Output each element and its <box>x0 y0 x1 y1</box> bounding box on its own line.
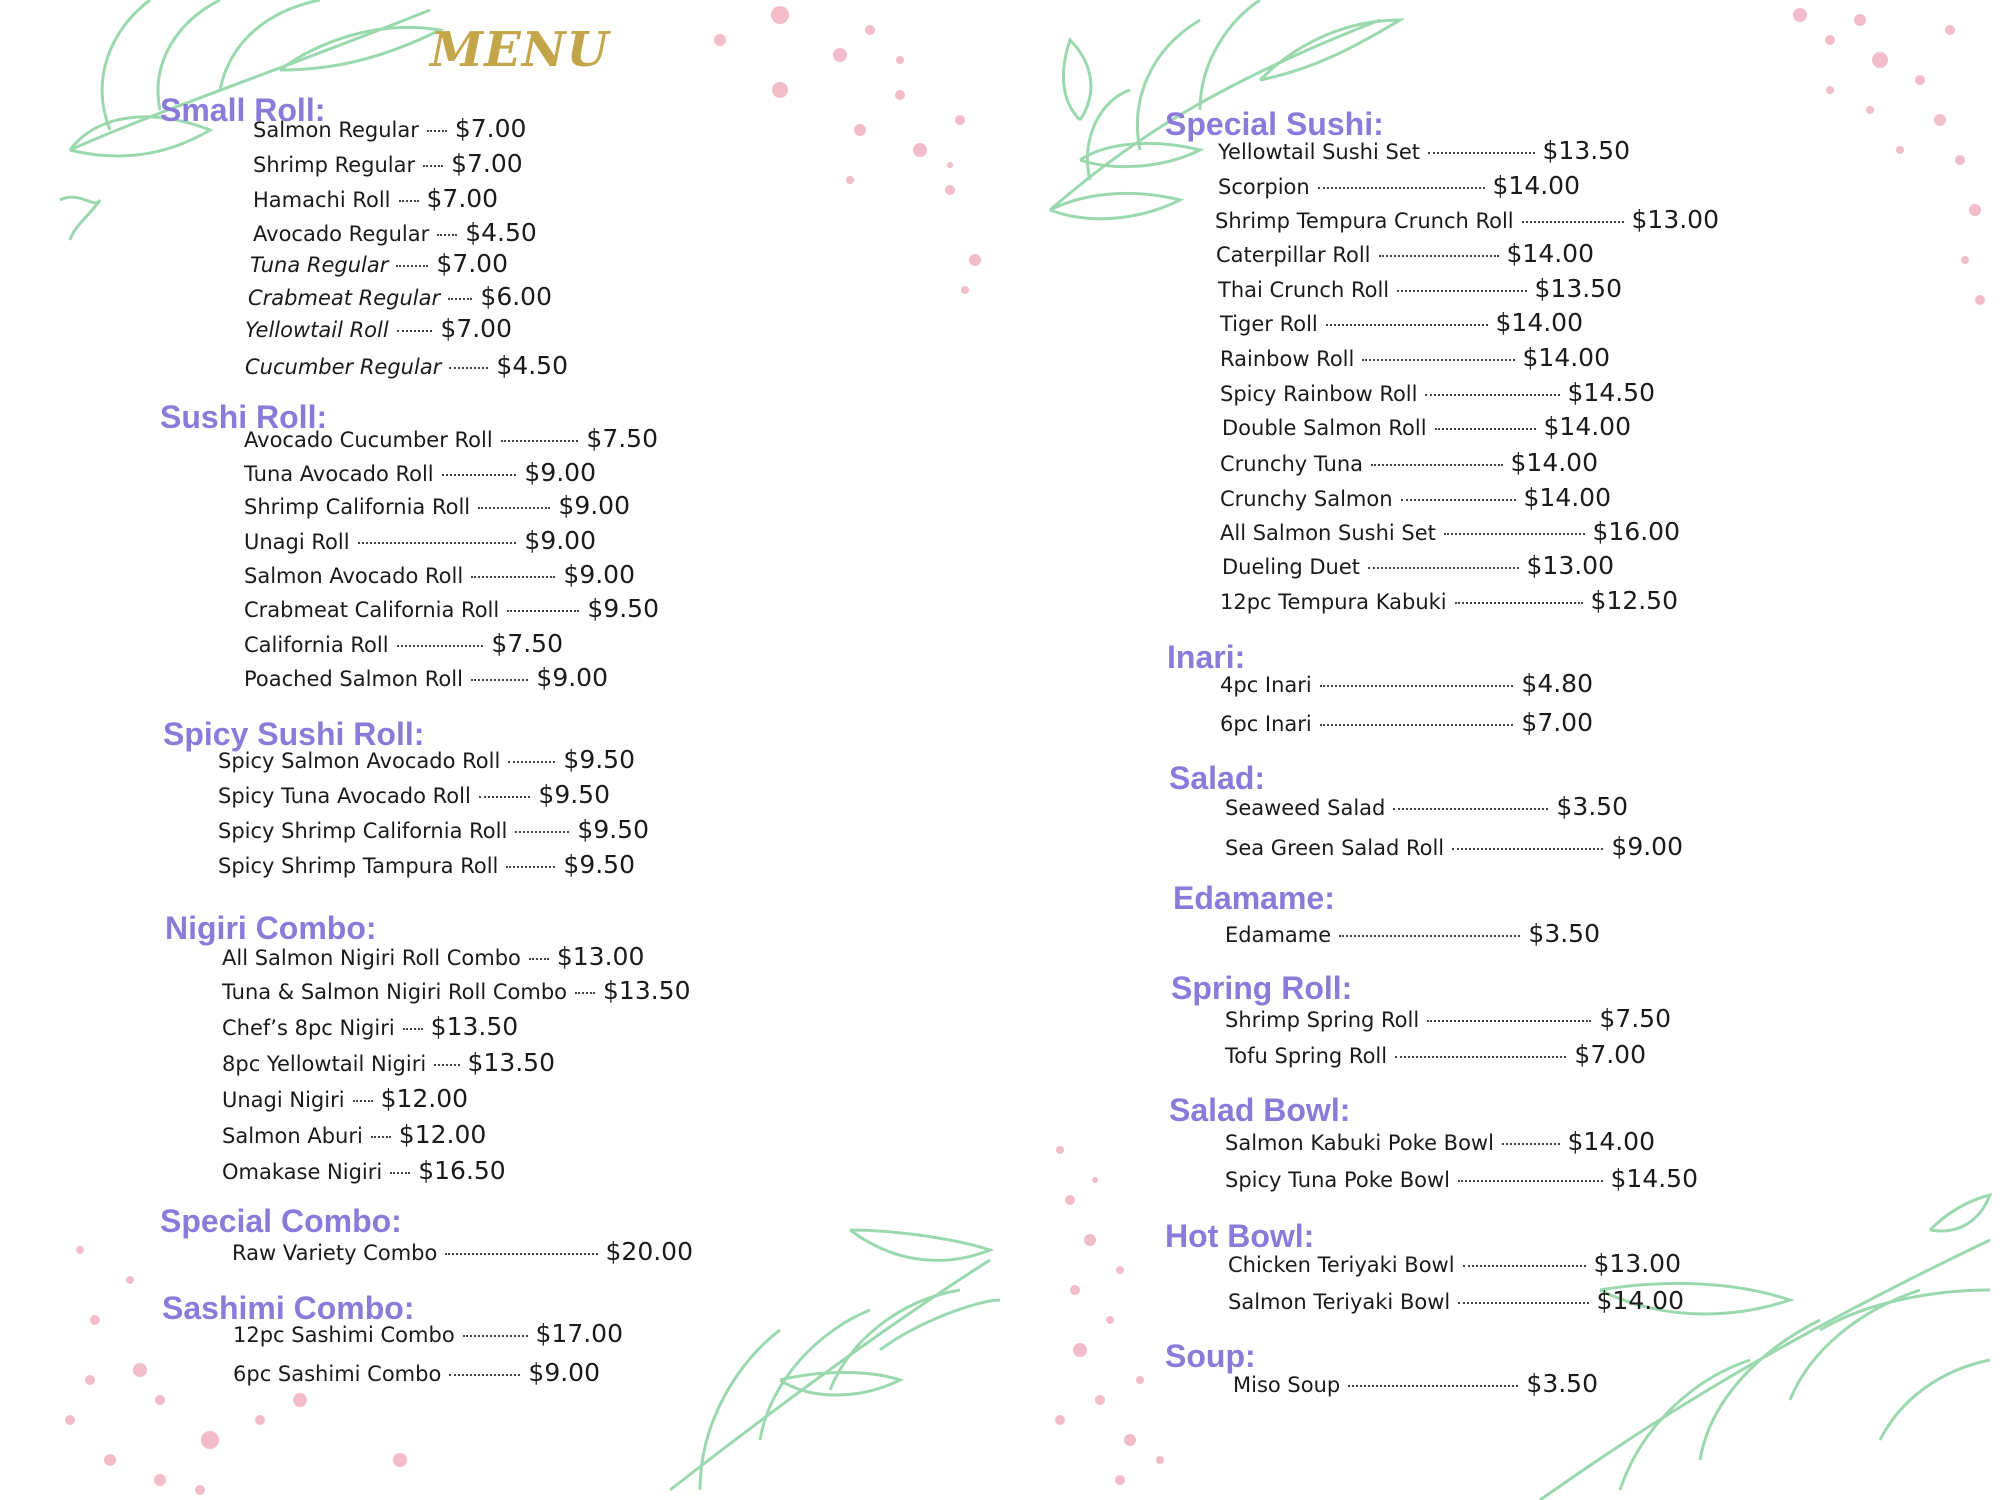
menu-item-price: $14.00 <box>1495 308 1583 337</box>
menu-item-price: $9.50 <box>563 850 635 879</box>
menu-item-price: $9.50 <box>577 815 649 844</box>
section-heading-spring-roll: Spring Roll: <box>1171 970 1353 1006</box>
menu-item-price: $9.00 <box>563 560 635 589</box>
dot-leader <box>507 610 579 612</box>
dot-leader <box>358 542 517 544</box>
menu-item-price: $13.50 <box>1542 136 1630 165</box>
menu-item-price: $17.00 <box>535 1319 623 1348</box>
menu-item-name: 8pc Yellowtail Nigiri <box>222 1052 427 1076</box>
dot-leader <box>1318 187 1485 189</box>
menu-item-price: $13.50 <box>603 976 691 1005</box>
menu-item-price: $4.50 <box>465 218 537 247</box>
menu-item-price: $3.50 <box>1526 1369 1598 1398</box>
section-heading-sushi-roll: Sushi Roll: <box>160 399 328 435</box>
menu-item-price: $14.00 <box>1510 448 1598 477</box>
menu-item-name: Yellowtail Sushi Set <box>1218 140 1420 164</box>
dot-leader <box>575 992 595 994</box>
section-heading-special-sushi: Special Sushi: <box>1165 106 1384 142</box>
menu-item <box>1220 517 1680 551</box>
menu-item <box>222 1048 555 1082</box>
menu-item-name: 6pc Sashimi Combo <box>233 1362 442 1386</box>
menu-item-price: $12.50 <box>1590 586 1678 615</box>
menu-item-price: $3.50 <box>1556 792 1628 821</box>
menu-item-name: Sea Green Salad Roll <box>1225 836 1445 860</box>
menu-item <box>1220 669 1593 703</box>
menu-item-name: Chef’s 8pc Nigiri <box>222 1016 395 1040</box>
menu-item <box>244 491 630 525</box>
dot-leader <box>442 474 517 476</box>
menu-item <box>1216 239 1594 273</box>
section-heading-nigiri-combo: Nigiri Combo: <box>165 910 377 946</box>
menu-item <box>253 114 527 148</box>
menu-item-price: $9.00 <box>558 491 630 520</box>
menu-item <box>1225 1004 1671 1038</box>
section-heading-spicy-sushi-roll: Spicy Sushi Roll: <box>163 716 425 752</box>
dot-leader <box>1320 685 1514 687</box>
menu-item-name: Crabmeat California Roll <box>244 598 500 622</box>
menu-item-price: $16.50 <box>418 1156 506 1185</box>
dot-leader <box>1455 602 1583 604</box>
dot-leader <box>529 958 549 960</box>
menu-item-price: $12.00 <box>380 1084 469 1113</box>
menu-item-name: Raw Variety Combo <box>232 1241 438 1265</box>
menu-item-name: Spicy Rainbow Roll <box>1220 382 1418 406</box>
menu-item-name: Salmon Teriyaki Bowl <box>1228 1290 1451 1314</box>
menu-item <box>244 560 635 594</box>
dot-leader <box>1425 394 1559 396</box>
menu-item <box>244 458 596 492</box>
dot-leader <box>1397 290 1526 292</box>
menu-item-name: Rainbow Roll <box>1220 347 1355 371</box>
menu-item-price: $7.00 <box>1574 1040 1646 1069</box>
menu-item <box>1218 171 1580 205</box>
dot-leader <box>471 576 555 578</box>
menu-item-price: $20.00 <box>605 1237 693 1266</box>
menu-item-name: Tuna Regular <box>250 253 389 277</box>
menu-item <box>222 1156 506 1190</box>
dot-leader <box>1320 724 1514 726</box>
menu-item-price: $9.50 <box>563 745 635 774</box>
menu-item-price: $7.00 <box>440 314 512 343</box>
section-heading-hot-bowl: Hot Bowl: <box>1165 1218 1315 1254</box>
menu-item <box>1225 832 1683 866</box>
menu-item-name: Crunchy Tuna <box>1220 452 1364 476</box>
menu-item-name: Hamachi Roll <box>253 188 391 212</box>
menu-item-name: Tuna & Salmon Nigiri Roll Combo <box>222 980 568 1004</box>
menu-item-name: Unagi Nigiri <box>222 1088 345 1112</box>
section-heading-soup: Soup: <box>1165 1338 1256 1374</box>
menu-item-name: Poached Salmon Roll <box>244 667 463 691</box>
menu-item-price: $7.00 <box>454 114 527 143</box>
menu-item-price: $7.00 <box>426 184 499 213</box>
dot-leader <box>1458 1180 1603 1182</box>
menu-item-name: Double Salmon Roll <box>1222 416 1427 440</box>
menu-item <box>1220 708 1593 742</box>
menu-item-price: $14.00 <box>1596 1286 1684 1315</box>
dot-leader <box>397 330 433 332</box>
dot-leader <box>1502 1143 1560 1145</box>
dot-leader <box>353 1100 373 1102</box>
menu-item-name: Chicken Teriyaki Bowl <box>1228 1253 1455 1277</box>
menu-item-price: $9.00 <box>528 1358 600 1387</box>
dot-leader <box>515 831 569 833</box>
menu-item <box>233 1358 600 1392</box>
menu-item <box>233 1319 623 1353</box>
menu-item-name: Miso Soup <box>1233 1373 1341 1397</box>
menu-item <box>1220 308 1583 342</box>
menu-item <box>1215 205 1719 239</box>
dot-leader <box>463 1335 528 1337</box>
dot-leader <box>501 440 579 442</box>
dot-leader <box>390 1172 410 1174</box>
dot-leader <box>479 796 531 798</box>
section-heading-edamame: Edamame: <box>1173 880 1335 916</box>
menu-item-name: California Roll <box>244 633 389 657</box>
menu-item-name: Salmon Regular <box>253 118 419 142</box>
menu-item-price: $13.50 <box>467 1048 555 1077</box>
menu-item <box>218 780 610 814</box>
dot-leader <box>1395 1056 1566 1058</box>
menu-item-name: Edamame <box>1225 923 1332 947</box>
menu-item-price: $9.00 <box>536 663 608 692</box>
menu-item-price: $13.00 <box>1526 551 1614 580</box>
menu-item-name: Tofu Spring Roll <box>1225 1044 1388 1068</box>
dot-leader <box>506 866 555 868</box>
dot-leader <box>1362 359 1514 361</box>
menu-item <box>222 1120 487 1154</box>
menu-item-price: $13.00 <box>1593 1249 1681 1278</box>
menu-item-name: Omakase Nigiri <box>222 1160 383 1184</box>
dot-leader <box>427 130 447 132</box>
menu-item-name: Seaweed Salad <box>1225 796 1386 820</box>
dot-leader <box>478 507 550 509</box>
menu-item-name: All Salmon Sushi Set <box>1220 521 1436 545</box>
menu-item-price: $4.80 <box>1521 669 1593 698</box>
menu-item-name: Avocado Cucumber Roll <box>244 428 493 452</box>
dot-leader <box>399 200 419 202</box>
dot-leader <box>1401 499 1516 501</box>
menu-item <box>244 594 659 628</box>
dot-leader <box>1452 848 1603 850</box>
menu-item <box>1233 1369 1598 1403</box>
dot-leader <box>1444 533 1585 535</box>
dot-leader <box>1339 935 1520 937</box>
menu-item <box>244 424 658 458</box>
section-heading-small-roll: Small Roll: <box>160 92 326 128</box>
menu-item-price: $13.00 <box>556 942 645 971</box>
dot-leader <box>1427 1020 1591 1022</box>
menu-item-name: Tuna Avocado Roll <box>244 462 434 486</box>
dot-leader <box>403 1028 423 1030</box>
menu-item <box>1220 378 1655 412</box>
menu-item <box>222 942 645 976</box>
menu-item-name: Shrimp Spring Roll <box>1225 1008 1420 1032</box>
dot-leader <box>371 1136 391 1138</box>
menu-item-price: $4.50 <box>496 351 568 380</box>
dot-leader <box>1458 1302 1588 1304</box>
menu-item-price: $7.00 <box>451 149 523 178</box>
menu-item-name: Tiger Roll <box>1220 312 1318 336</box>
menu-item <box>218 815 649 849</box>
dot-leader <box>508 761 555 763</box>
menu-item <box>253 184 499 218</box>
menu-item-name: All Salmon Nigiri Roll Combo <box>222 946 521 970</box>
menu-item <box>244 526 596 560</box>
menu-item-name: 12pc Sashimi Combo <box>233 1323 455 1347</box>
dot-leader <box>1368 567 1518 569</box>
section-heading-salad-bowl: Salad Bowl: <box>1169 1092 1351 1128</box>
menu-item-price: $13.50 <box>1534 274 1622 303</box>
dot-leader <box>1463 1265 1586 1267</box>
menu-item-price: $9.00 <box>524 526 596 555</box>
menu-item <box>245 351 568 385</box>
menu-item <box>1225 1127 1655 1161</box>
dot-leader <box>445 1253 597 1255</box>
dot-leader <box>1393 808 1548 810</box>
dot-leader <box>1326 324 1488 326</box>
menu-item <box>1225 919 1600 953</box>
menu-item-price: $14.00 <box>1567 1127 1655 1156</box>
menu-item <box>1218 274 1622 308</box>
menu-item-name: Spicy Tuna Poke Bowl <box>1225 1168 1450 1192</box>
menu-item-name: Crunchy Salmon <box>1220 487 1393 511</box>
menu-item-name: Spicy Shrimp California Roll <box>218 819 508 843</box>
menu-item-name: Cucumber Regular <box>245 355 442 379</box>
menu-item-price: $13.00 <box>1631 205 1719 234</box>
dot-leader <box>1379 255 1499 257</box>
menu-item-price: $3.50 <box>1528 919 1600 948</box>
menu-item <box>1220 448 1598 482</box>
menu-item-price: $9.50 <box>587 594 659 623</box>
dot-leader <box>1348 1385 1518 1387</box>
dot-leader <box>396 265 428 267</box>
menu-item-name: Caterpillar Roll <box>1216 243 1371 267</box>
menu-item-price: $14.00 <box>1543 412 1631 441</box>
dot-leader <box>448 298 472 300</box>
menu-item <box>250 249 508 283</box>
menu-item <box>218 745 635 779</box>
menu-item-name: Shrimp Tempura Crunch Roll <box>1215 209 1514 233</box>
menu-item <box>222 1012 518 1046</box>
section-heading-salad: Salad: <box>1169 760 1266 796</box>
dot-leader <box>471 679 529 681</box>
menu-item <box>232 1237 693 1271</box>
dot-leader <box>397 645 484 647</box>
menu-item-price: $16.00 <box>1592 517 1680 546</box>
menu-item <box>253 218 537 252</box>
menu-item <box>1220 343 1610 377</box>
menu-item-price: $9.00 <box>524 458 596 487</box>
menu-item <box>1220 483 1611 517</box>
menu-item <box>253 149 523 183</box>
menu-item-name: Avocado Regular <box>253 222 430 246</box>
menu-item <box>1218 136 1630 170</box>
menu-item <box>248 282 552 316</box>
menu-item <box>1222 551 1614 585</box>
menu-item-price: $14.50 <box>1610 1164 1698 1193</box>
menu-item <box>1228 1249 1681 1283</box>
menu-item-name: Thai Crunch Roll <box>1218 278 1390 302</box>
menu-item-name: Spicy Salmon Avocado Roll <box>218 749 501 773</box>
dot-leader <box>1522 221 1624 223</box>
menu-item-price: $14.00 <box>1522 343 1610 372</box>
menu-item-price: $6.00 <box>480 282 552 311</box>
menu-item-name: Shrimp California Roll <box>244 495 471 519</box>
dot-leader <box>1428 152 1535 154</box>
menu-item <box>1225 1040 1646 1074</box>
menu-item-name: Salmon Avocado Roll <box>244 564 464 588</box>
menu-item-name: 6pc Inari <box>1220 712 1312 736</box>
menu-item-name: Salmon Aburi <box>222 1124 363 1148</box>
menu-item-price: $14.00 <box>1492 171 1580 200</box>
menu-item-price: $9.00 <box>1611 832 1683 861</box>
menu-item <box>1222 412 1631 446</box>
menu-item-price: $14.00 <box>1523 483 1611 512</box>
menu-item-name: Crabmeat Regular <box>248 286 441 310</box>
dot-leader <box>423 165 443 167</box>
section-heading-inari: Inari: <box>1167 639 1246 675</box>
menu-item <box>1228 1286 1684 1320</box>
menu-item-name: Yellowtail Roll <box>245 318 389 342</box>
menu-page-right <box>1000 0 2000 1500</box>
menu-item-name: Spicy Tuna Avocado Roll <box>218 784 471 808</box>
menu-item-price: $7.50 <box>1599 1004 1671 1033</box>
menu-item-price: $12.00 <box>398 1120 487 1149</box>
menu-item-price: $9.50 <box>538 780 610 809</box>
menu-item-price: $7.50 <box>586 424 658 453</box>
dot-leader <box>449 1374 520 1376</box>
dot-leader <box>1371 464 1503 466</box>
menu-item-price: $13.50 <box>430 1012 519 1041</box>
menu-item-price: $7.50 <box>491 629 563 658</box>
menu-item-name: Scorpion <box>1218 175 1310 199</box>
dot-leader <box>437 234 457 236</box>
dot-leader <box>449 367 488 369</box>
menu-item-name: Dueling Duet <box>1222 555 1361 579</box>
menu-item-name: 4pc Inari <box>1220 673 1312 697</box>
menu-item <box>218 850 635 884</box>
dot-leader <box>434 1064 459 1066</box>
menu-item-price: $7.00 <box>436 249 508 278</box>
menu-item-price: $14.00 <box>1506 239 1594 268</box>
menu-title: MENU <box>430 22 610 78</box>
section-heading-special-combo: Special Combo: <box>160 1203 402 1239</box>
menu-item <box>222 976 691 1010</box>
menu-item-price: $7.00 <box>1521 708 1593 737</box>
menu-item-name: Shrimp Regular <box>253 153 416 177</box>
menu-item <box>245 314 512 348</box>
menu-item <box>222 1084 469 1118</box>
menu-item-name: Spicy Shrimp Tampura Roll <box>218 854 499 878</box>
section-heading-sashimi-combo: Sashimi Combo: <box>162 1290 415 1326</box>
menu-item <box>244 629 563 663</box>
dot-leader <box>1435 428 1536 430</box>
menu-item <box>1220 586 1678 620</box>
menu-item-name: Salmon Kabuki Poke Bowl <box>1225 1131 1494 1155</box>
menu-item-price: $14.50 <box>1567 378 1655 407</box>
menu-item <box>1225 1164 1698 1198</box>
menu-item-name: 12pc Tempura Kabuki <box>1220 590 1447 614</box>
menu-item <box>244 663 608 697</box>
menu-item-name: Unagi Roll <box>244 530 350 554</box>
menu-item <box>1225 792 1628 826</box>
